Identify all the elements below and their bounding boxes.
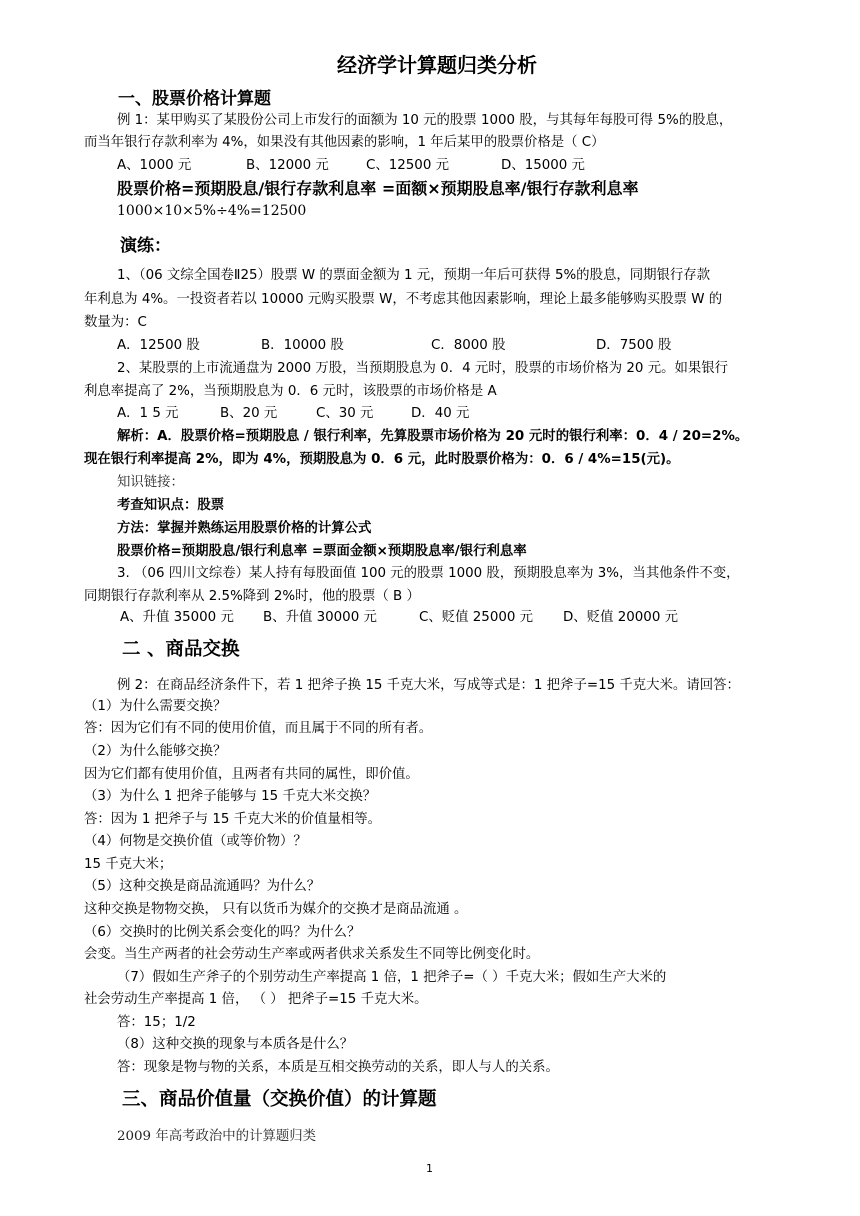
option: C、12500 元 bbox=[366, 158, 449, 173]
option: C．8000 股 bbox=[431, 338, 506, 353]
formula: 股票价格=预期股息/银行存款利息率 =面额×预期股息率/银行存款利息率 bbox=[117, 179, 639, 198]
text-line: （6）交换时的比例关系会变化的吗？为什么？ bbox=[84, 925, 361, 940]
analysis-line: 现在银行利率提高 2%，即为 4%，预期股息为 0．6 元，此时股票价格为：0．6 / 4%=15(元)。 bbox=[84, 452, 680, 467]
text-line: 而当年银行存款利率为 4%，如果没有其他因素的影响，1 年后某甲的股票价格是（ C） bbox=[84, 135, 605, 150]
formula: 1000×10×5%÷4%=12500 bbox=[117, 203, 307, 219]
text-line: 答：因为它们有不同的使用价值，而且属于不同的所有者。 bbox=[84, 721, 433, 736]
text-line: 同期银行存款利率从 2.5%降到 2%时，他的股票（ B ） bbox=[84, 589, 420, 604]
option: A．12500 股 bbox=[117, 338, 200, 353]
text-line: 数量为：C bbox=[84, 315, 147, 330]
option: B、升值 30000 元 bbox=[263, 610, 377, 625]
option: D．7500 股 bbox=[596, 338, 672, 353]
section-heading: 三、商品价值量（交换价值）的计算题 bbox=[122, 1089, 437, 1110]
option: B、20 元 bbox=[220, 406, 278, 421]
text-line: 这种交换是物物交换， 只有以货币为媒介的交换才是商品流通 。 bbox=[84, 902, 468, 917]
analysis-line: 解析：A．股票价格=预期股息 / 银行利率，先算股票市场价格为 20 元时的银行利率：0．4 / 20=2%。 bbox=[117, 429, 749, 444]
option: B．10000 股 bbox=[261, 338, 344, 353]
text-line: 利息率提高了 2%，当预期股息为 0．6 元时，该股票的市场价格是 A bbox=[84, 384, 497, 399]
text-line: 答：15；1/2 bbox=[117, 1015, 196, 1030]
practice-heading: 演练： bbox=[120, 236, 171, 256]
text-line: 会变。当生产两者的社会劳动生产率或两者供求关系发生不同等比例变化时。 bbox=[84, 947, 540, 962]
text-line: （7）假如生产斧子的个别劳动生产率提高 1 倍，1 把斧子=（ ）千克大米；假如生产大米的 bbox=[117, 970, 667, 985]
section-heading: 一、股票价格计算题 bbox=[118, 89, 271, 109]
text-line: （2）为什么能够交换？ bbox=[84, 744, 227, 759]
text-line: （1）为什么需要交换？ bbox=[84, 699, 227, 714]
text-line: 2、某股票的上市流通盘为 2000 万股，当预期股息为 0．4 元时，股票的市场价格为 20 元。如果银行 bbox=[117, 361, 729, 376]
text-line: 年利息为 4%。一投资者若以 10000 元购买股票 W，不考虑其他因素影响，理论上最多能够购买股票 W 的 bbox=[84, 292, 723, 307]
option: C、贬值 25000 元 bbox=[419, 610, 534, 625]
text-line: 1、（06 文综全国卷Ⅱ25）股票 W 的票面金额为 1 元，预期一年后可获得 5%的股息，同期银行存款 bbox=[117, 268, 711, 283]
text-line: （3）为什么 1 把斧子能够与 15 千克大米交换？ bbox=[84, 789, 377, 804]
text-line: （4）何物是交换价值（或等价物）？ bbox=[84, 834, 307, 849]
option: C、30 元 bbox=[316, 406, 374, 421]
option: D．40 元 bbox=[411, 406, 470, 421]
text-line: 考查知识点：股票 bbox=[117, 498, 225, 513]
section-heading: 二 、商品交换 bbox=[122, 639, 240, 660]
option: A、升值 35000 元 bbox=[120, 610, 234, 625]
option: D、15000 元 bbox=[501, 158, 585, 173]
text-line: （8）这种交换的现象与本质各是什么？ bbox=[117, 1037, 354, 1052]
text-line: 答：因为 1 把斧子与 15 千克大米的价值量相等。 bbox=[84, 812, 382, 827]
text-line: 2009 年高考政治中的计算题归类 bbox=[117, 1129, 317, 1144]
option: A、1000 元 bbox=[117, 158, 192, 173]
text-line: 例 2：在商品经济条件下，若 1 把斧子换 15 千克大米，写成等式是：1 把斧子=15 千克大米。请回答： bbox=[117, 678, 740, 693]
text-line: 3. （06 四川文综卷）某人持有每股面值 100 元的股票 1000 股，预期股息率为 3%，当其他条件不变， bbox=[117, 566, 740, 581]
text-line: 例 1：某甲购买了某股份公司上市发行的面额为 10 元的股票 1000 股，与其每年每股可得 5%的股息， bbox=[117, 113, 733, 128]
formula: 股票价格=预期股息/银行利息率 =票面金额×预期股息率/银行利息率 bbox=[117, 544, 527, 559]
text-line: 答：现象是物与物的关系，本质是互相交换劳动的关系，即人与人的关系。 bbox=[117, 1060, 559, 1075]
document-title: 经济学计算题归类分析 bbox=[337, 53, 537, 77]
text-line: 因为它们都有使用价值，且两者有共同的属性，即价值。 bbox=[84, 767, 419, 782]
option: A．1 5 元 bbox=[117, 406, 179, 421]
option: D、贬值 20000 元 bbox=[563, 610, 678, 625]
text-line: 知识链接： bbox=[117, 475, 184, 490]
option: B、12000 元 bbox=[246, 158, 329, 173]
text-line: 15 千克大米； bbox=[84, 857, 173, 872]
text-line: 方法：掌握并熟练运用股票价格的计算公式 bbox=[117, 521, 372, 536]
text-line: 社会劳动生产率提高 1 倍， （ ） 把斧子=15 千克大米。 bbox=[84, 992, 428, 1007]
page-number: 1 bbox=[426, 1162, 433, 1175]
text-line: （5）这种交换是商品流通吗？为什么？ bbox=[84, 879, 321, 894]
